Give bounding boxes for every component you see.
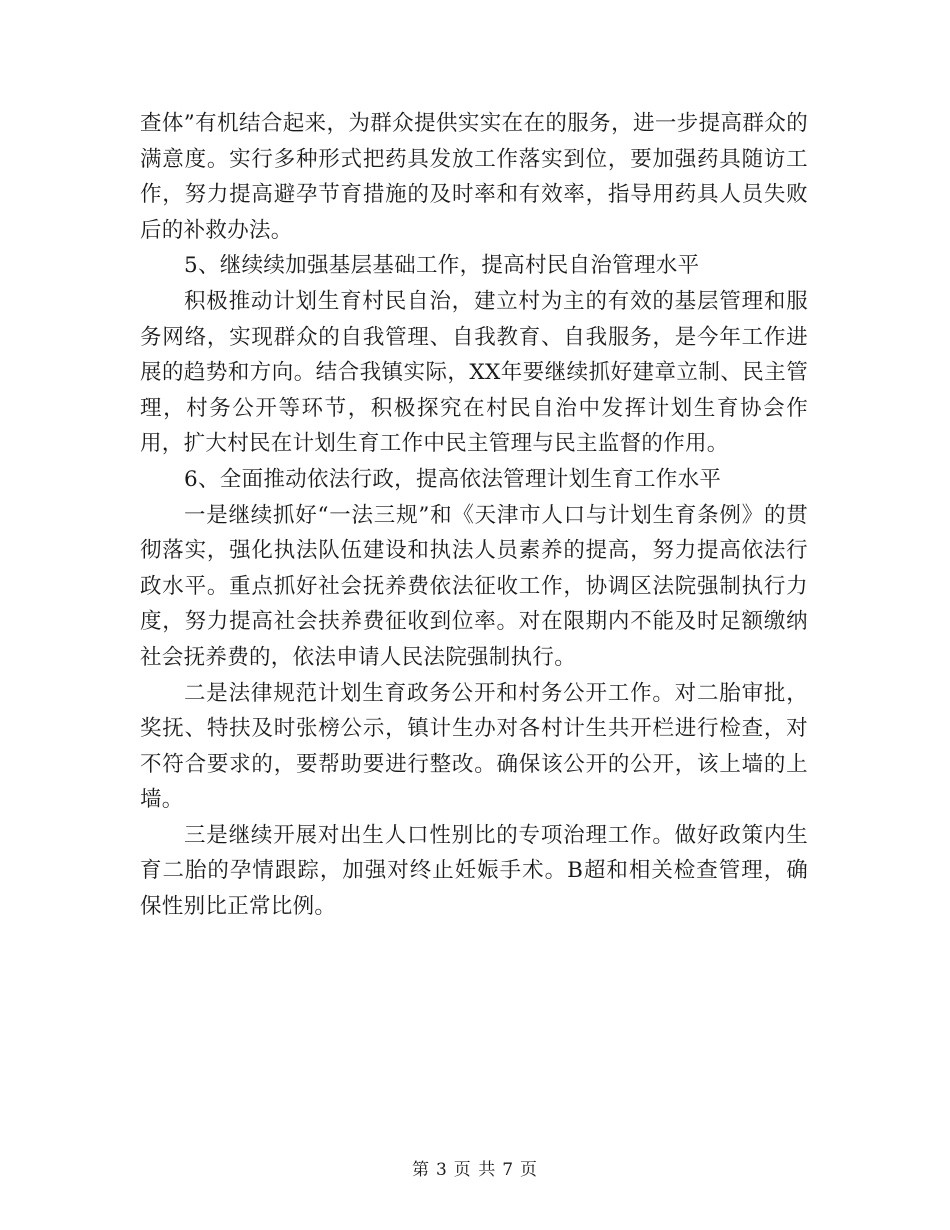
document-body [140, 106, 808, 925]
footer-total-pages: 7 [502, 1160, 515, 1180]
section-heading-5: 5、继续续加强基层基础工作，提高村民自治管理水平 [184, 253, 700, 279]
paragraph-village-autonomy: 积极推动计划生育村民自治，建立村为主的有效的基层管理和服务网络，实现群众的自我管理、自我教育、自我服务，是今年工作进展的趋势和方向。结合我镇实际，XX年要继续抓好建章立制、民主管理，村务公开等环节，积极探究在村民自治中发挥计划生育协会作用，扩大村民在计划生育工作中民主管理与民主监督的作用。 [140, 288, 808, 457]
paragraph-item-three: 三是继续开展对出生人口性别比的专项治理工作。做好政策内生育二胎的孕情跟踪，加强对终止妊娠手术。B超和相关检查管理，确保性别比正常比例。 [140, 822, 808, 920]
page-footer [0, 1155, 950, 1180]
footer-prefix: 第 [411, 1160, 430, 1180]
section-heading-6: 6、全面推动依法行政，提高依法管理计划生育工作水平 [184, 466, 722, 492]
footer-current-page: 3 [435, 1160, 448, 1180]
paragraph-item-two: 二是法律规范计划生育政务公开和村务公开工作。对二胎审批，奖抚、特扶及时张榜公示，镇计生办对各村计生共开栏进行检查，对不符合要求的，要帮助要进行整改。确保该公开的公开，该上墙的上墙。 [140, 680, 808, 813]
paragraph-continuation: 查体”有机结合起来，为群众提供实实在在的服务，进一步提高群众的满意度。实行多种形式把药具发放工作落实到位，要加强药具随访工作，努力提高避孕节育措施的及时率和有效率，指导用药具人员失败后的补救办法。 [140, 111, 808, 243]
paragraph-item-one: 一是继续抓好“一法三规”和《天津市人口与计划生育条例》的贯彻落实，强化执法队伍建设和执法人员素养的提高，努力提高依法行政水平。重点抓好社会抚养费依法征收工作，协调区法院强制执行力度，努力提高社会扶养费征收到位率。对在限期内不能及时足额缴纳社会抚养费的，依法申请人民法院强制执行。 [140, 502, 808, 670]
footer-mid: 页 共 [453, 1160, 497, 1180]
footer-suffix: 页 [520, 1160, 539, 1180]
